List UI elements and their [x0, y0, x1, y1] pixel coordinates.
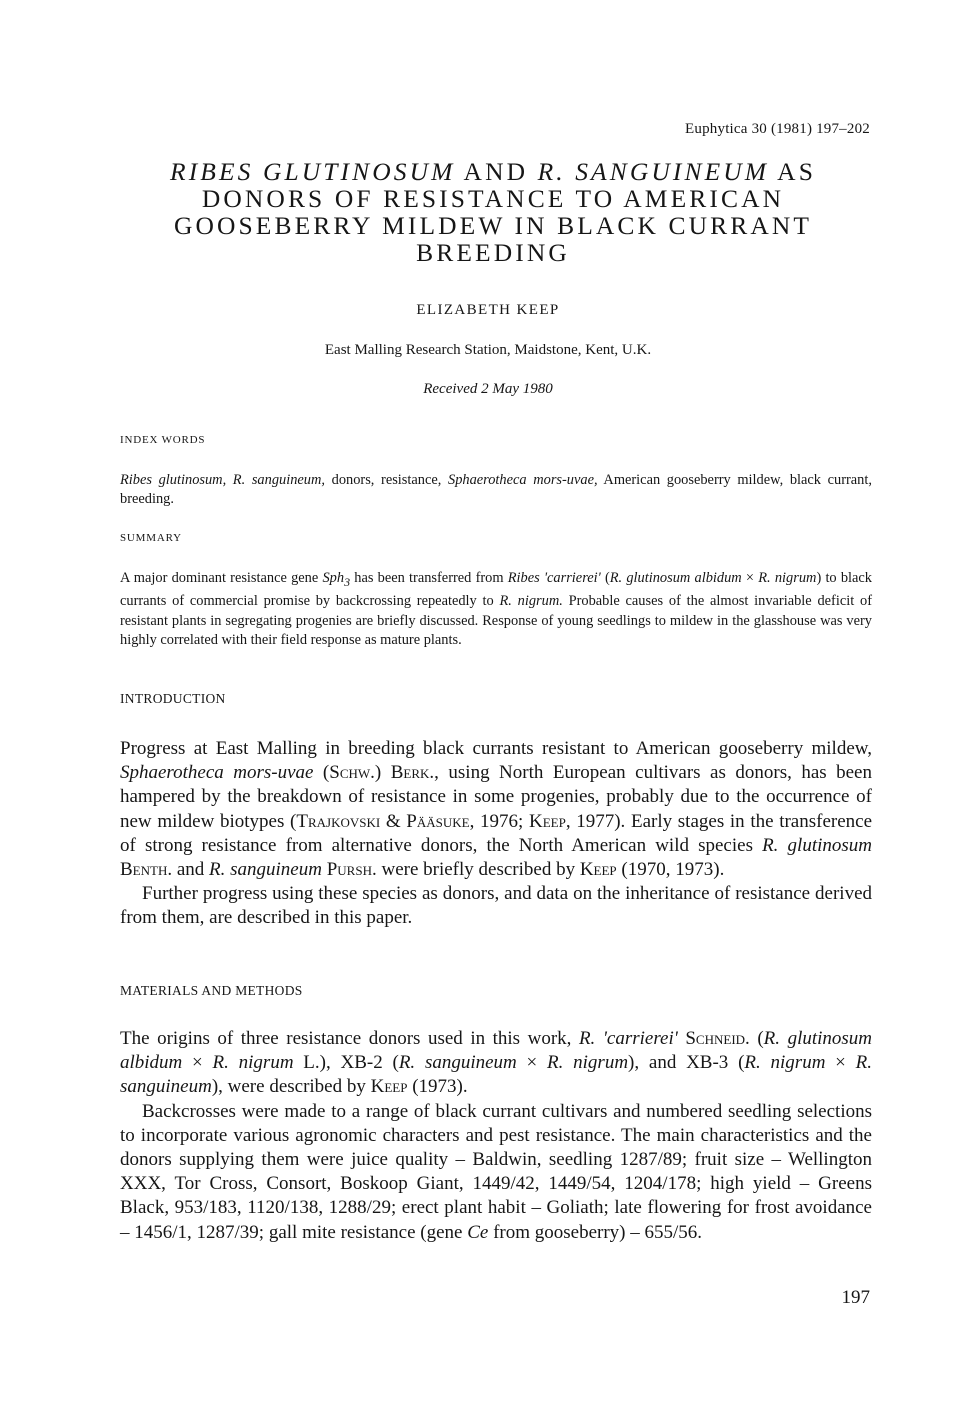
methods-paragraph-1	[120, 1027, 872, 1100]
text-run: ), and XB-3 (	[628, 1052, 745, 1074]
species-name: R. nigrum	[744, 1052, 826, 1074]
text-run: Backcrosses were made to a range of black currant cultivars and numbered seedling selections to incorporate various agronomic characters and pest resistance. The main characteristics and the donors supplying them were juice quality – Baldwin, seedling 1287/89; fruit size – Wellington XXX, Tor Cross, Consort, Boskoop Giant, 1449/42, 1449/54, 1204/178; high yield – Greens Black, 953/183, 1120/138, 1288/29; erect plant habit – Goliath; late flowering for frost avoidance – 1456/1, 1287/39; gall mite resistance (gene	[120, 1100, 872, 1243]
text-run: from gooseberry) – 655/56.	[488, 1221, 703, 1243]
species-name: Sphaerotheca mors-uvae	[120, 762, 314, 784]
text-run: , 1977). Early stages in the transference of strong resistance from alternative donors, the North American wild species	[120, 810, 873, 856]
author: ELIZABETH KEEP	[416, 302, 560, 318]
text-run: Progress at East Malling in breeding black currants resistant to American gooseberry mildew,	[120, 738, 872, 759]
affiliation: East Malling Research Station, Maidstone, Kent, U.K.	[324, 342, 652, 358]
text-run: )	[374, 762, 391, 784]
citation-author: Keep	[579, 859, 617, 881]
title-conjunction: AND	[455, 157, 538, 186]
species-name: R. sanguineum	[398, 1052, 517, 1074]
gene-name: Ce	[467, 1221, 489, 1243]
text-run: ), were described by	[211, 1076, 371, 1098]
intro-paragraph-2: Further progress using these species as donors, and data on the inheritance of resistance derived from them, are described in this paper.	[120, 883, 872, 929]
authority-name: Schneid.	[685, 1028, 750, 1049]
authority-name: Benth.	[120, 859, 173, 881]
title-species-1: RIBES GLUTINOSUM	[170, 157, 456, 186]
index-words-species: Ribes glutinosum, R. sanguineum,	[120, 472, 325, 488]
index-words-pathogen: Sphaerotheca mors-uvae,	[448, 472, 598, 488]
citation-author: Keep	[370, 1076, 408, 1098]
gene-name	[322, 570, 351, 589]
paper-title	[120, 158, 866, 266]
summary-donor: Ribes 'carrierei'	[507, 570, 601, 586]
received-date: Received 2 May 1980	[423, 381, 553, 397]
summary-s3: has been transferred from	[350, 570, 508, 586]
text-run: ×	[516, 1052, 548, 1074]
summary-species-c: R. nigrum.	[499, 593, 563, 610]
introduction-body	[120, 737, 872, 931]
summary-species-a: R. glutinosum albidum	[609, 570, 742, 586]
index-words-terms-1: donors, resistance,	[324, 472, 448, 488]
authority-name: Berk.	[390, 762, 435, 784]
text-run: were briefly described by	[376, 859, 580, 881]
authority-name: Schw.	[329, 762, 375, 784]
text-run: L.), XB-2 (	[293, 1052, 399, 1074]
text-run: ×	[182, 1052, 213, 1074]
methods-paragraph-2	[120, 1100, 872, 1245]
introduction-heading: INTRODUCTION	[120, 691, 226, 706]
authority-name: Pursh.	[326, 859, 377, 881]
text-run: ×	[825, 1052, 856, 1074]
gene-symbol: Sph	[322, 570, 345, 586]
journal-reference: Euphytica 30 (1981) 197–202	[685, 121, 870, 137]
species-name: R. glutinosum	[762, 834, 872, 856]
species-name: R. glutinosum albidum	[120, 1028, 873, 1074]
methods-body	[120, 1027, 872, 1245]
title-rest: AS DONORS OF RESISTANCE TO AMERICAN GOOSEBERRY MILDEW IN BLACK CURRANT BREEDING	[173, 157, 816, 267]
gene-subscript: 3	[344, 574, 351, 589]
index-words-text	[120, 471, 872, 510]
citation-author: Trajkovski & Pääsuke	[296, 810, 470, 832]
text-run: , using North European cultivars as donors, has been hampered by the breakdown of resistance in some progenies, probably due to the occurrence of new mildew biotypes (	[120, 762, 872, 832]
summary-s9: ) to black currants of commercial promise by backcrossing repeatedly to	[120, 570, 873, 610]
summary-heading: SUMMARY	[120, 532, 182, 544]
summary-cross: ×	[741, 570, 759, 586]
summary-s5: (	[600, 570, 610, 586]
text-run: (	[313, 762, 330, 784]
species-name: R. 'carrierei'	[578, 1028, 678, 1049]
page-number: 197	[841, 1287, 870, 1308]
text-run: and	[172, 859, 210, 881]
species-name: R. nigrum	[212, 1052, 294, 1074]
text-run: (	[749, 1028, 764, 1049]
index-words-heading: INDEX WORDS	[120, 434, 206, 446]
summary-s1: A major dominant resistance gene	[120, 570, 323, 586]
summary-text	[120, 569, 872, 651]
species-name: R. sanguineum	[120, 1052, 873, 1098]
summary-s11: Probable causes of the almost invariable deficit of resistant plants in segregating progenies are briefly discussed. Response of young seedlings to mildew in the glasshouse was very highly correlated with their field response as mature plants.	[120, 593, 872, 649]
title-species-2: R. SANGUINEUM	[537, 157, 770, 186]
summary-species-b: R. nigrum	[758, 570, 817, 586]
methods-heading: MATERIALS AND METHODS	[120, 983, 303, 998]
text-run: The origins of three resistance donors used in this work,	[120, 1028, 579, 1049]
species-name: R. nigrum	[547, 1052, 629, 1074]
index-words-terms-2: American gooseberry mildew, black currant, breeding.	[120, 472, 872, 508]
text-run: (1973).	[407, 1076, 468, 1098]
species-name: R. sanguineum	[209, 859, 322, 881]
text-run: (1970, 1973).	[616, 859, 725, 881]
intro-paragraph-1	[120, 737, 872, 882]
text-run: , 1976;	[469, 810, 529, 832]
citation-author: Keep	[528, 810, 566, 832]
